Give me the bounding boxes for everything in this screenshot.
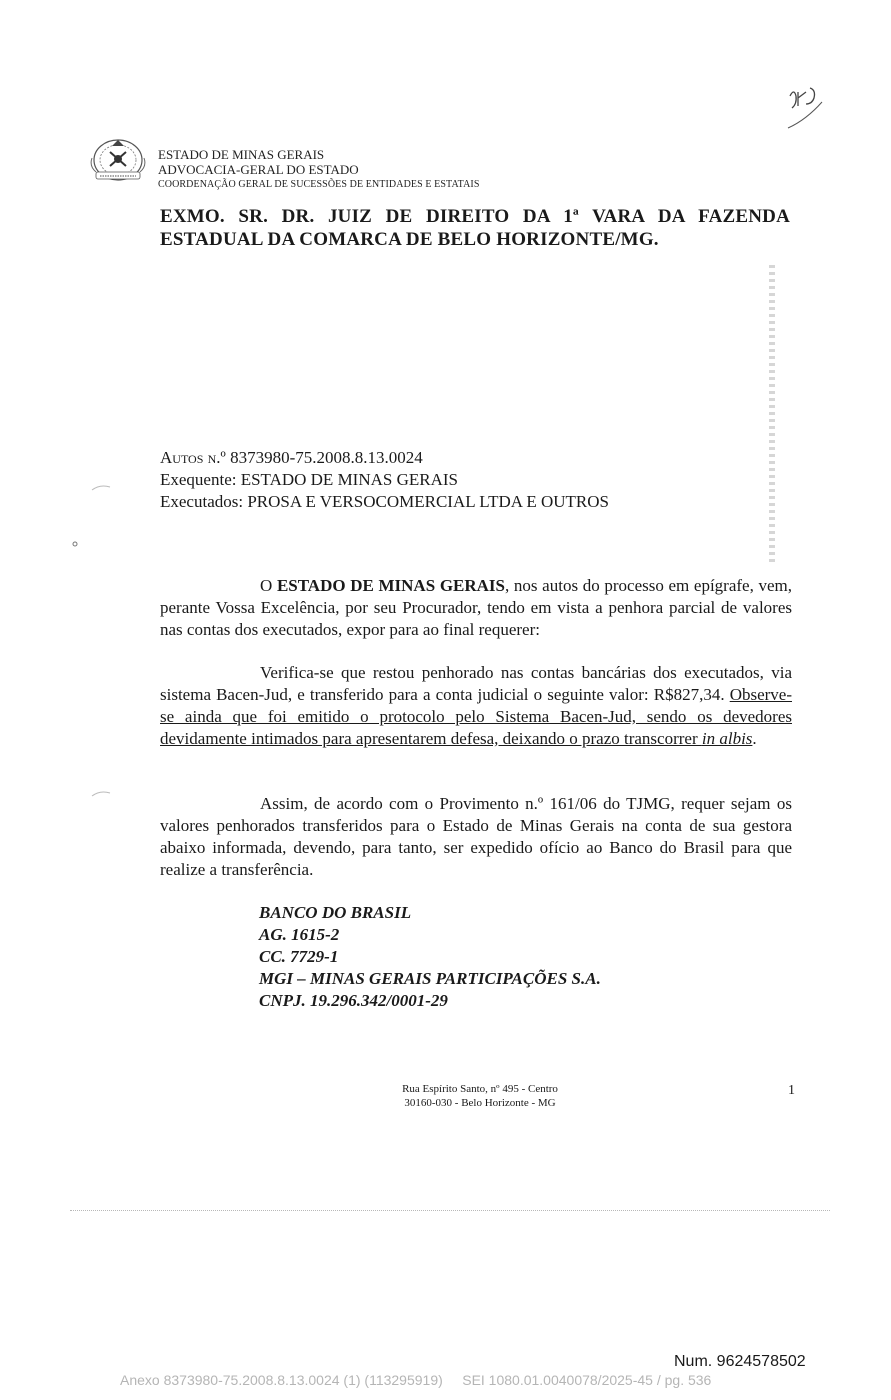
bank-cnpj: CNPJ. 19.296.342/0001-29 <box>259 991 448 1010</box>
p2-italic-in-albis: in albis <box>701 729 753 748</box>
p1-text: , nos autos do processo em epígrafe, vem, perante Vossa Excelência, por seu Procurador, tendo em vista a penhora parcial de valores nas contas dos executados, expor para ao final requerer: <box>160 576 793 639</box>
case-identification <box>160 447 609 513</box>
addressee-line-1: EXMO. SR. DR. JUIZ DE DIREITO DA 1ª VARA DA FAZENDA <box>160 206 790 227</box>
p2-end: . <box>752 729 757 748</box>
margin-scribble <box>90 790 114 798</box>
bank-name: BANCO DO BRASIL <box>259 903 412 922</box>
autos-number: 8373980-75.2008.8.13.0024 <box>230 448 423 467</box>
document-number: Num. 9624578502 <box>674 1353 806 1370</box>
paragraph-seizure <box>160 662 792 750</box>
paragraph-request: Assim, de acordo com o Provimento n.º 161/06 do TJMG, requer sejam os valores penhorados transferidos para o Estado de Minas Gerais na conta de sua gestora abaixo informada, devendo, para tanto, ser expedido ofício ao Banco do Brasil para que realize a transferência. <box>160 794 792 879</box>
addressee-line-2: ESTADUAL DA COMARCA DE BELO HORIZONTE/MG. <box>160 229 659 250</box>
bank-agency: AG. 1615-2 <box>259 925 340 944</box>
annex-reference: Anexo 8373980-75.2008.8.13.0024 (1) (113295919) SEI 1080.01.0040078/2025-45 / pg. 536 <box>120 1372 712 1388</box>
handwritten-folio-mark <box>784 82 834 132</box>
vertical-protocol-stamp <box>760 255 784 575</box>
autos-line <box>160 447 609 469</box>
executados-line: Executados: PROSA E VERSOCOMERCIAL LTDA E OUTROS <box>160 492 609 511</box>
org-coordination-name: COORDENAÇÃO GERAL DE SUCESSÕES DE ENTIDADES E ESTATAIS <box>158 179 480 190</box>
p1-bold-party: ESTADO DE MINAS GERAIS <box>276 576 506 595</box>
bank-account: CC. 7729-1 <box>259 947 339 966</box>
paragraph-intro <box>160 575 792 641</box>
p2-text: Verifica-se que restou penhorado nas contas bancárias dos executados, via sistema Bacen-Jud, e transferido para a conta judicial o seguinte valor: R$827,34. <box>160 663 792 704</box>
page-number: 1 <box>788 1083 795 1098</box>
exequente-line: Exequente: ESTADO DE MINAS GERAIS <box>160 470 458 489</box>
footer-address-line-1: Rua Espírito Santo, nº 495 - Centro <box>402 1083 558 1095</box>
scan-edge-line <box>70 1210 830 1211</box>
footer-address-line-2: 30160-030 - Belo Horizonte - MG <box>404 1097 556 1109</box>
org-agency-name: ADVOCACIA-GERAL DO ESTADO <box>158 162 359 177</box>
bank-details <box>259 902 601 1012</box>
state-seal-icon <box>88 136 148 188</box>
addressee-heading <box>160 205 790 251</box>
organization-header <box>158 147 480 192</box>
autos-label: Autos n.º <box>160 448 226 467</box>
org-state-name: ESTADO DE MINAS GERAIS <box>158 147 325 162</box>
margin-scribble <box>90 484 114 492</box>
p1-prefix: O <box>260 576 277 595</box>
p2-underlined: Observe-se ainda que foi emitido o protocolo pelo Sistema Bacen-Jud, sendo os devedores devidamente intimados para apresentarem defesa, deixando o prazo transcorrer <box>160 685 792 748</box>
footer-address <box>360 1082 600 1110</box>
margin-dot <box>70 540 80 548</box>
bank-holder: MGI – MINAS GERAIS PARTICIPAÇÕES S.A. <box>259 969 601 988</box>
